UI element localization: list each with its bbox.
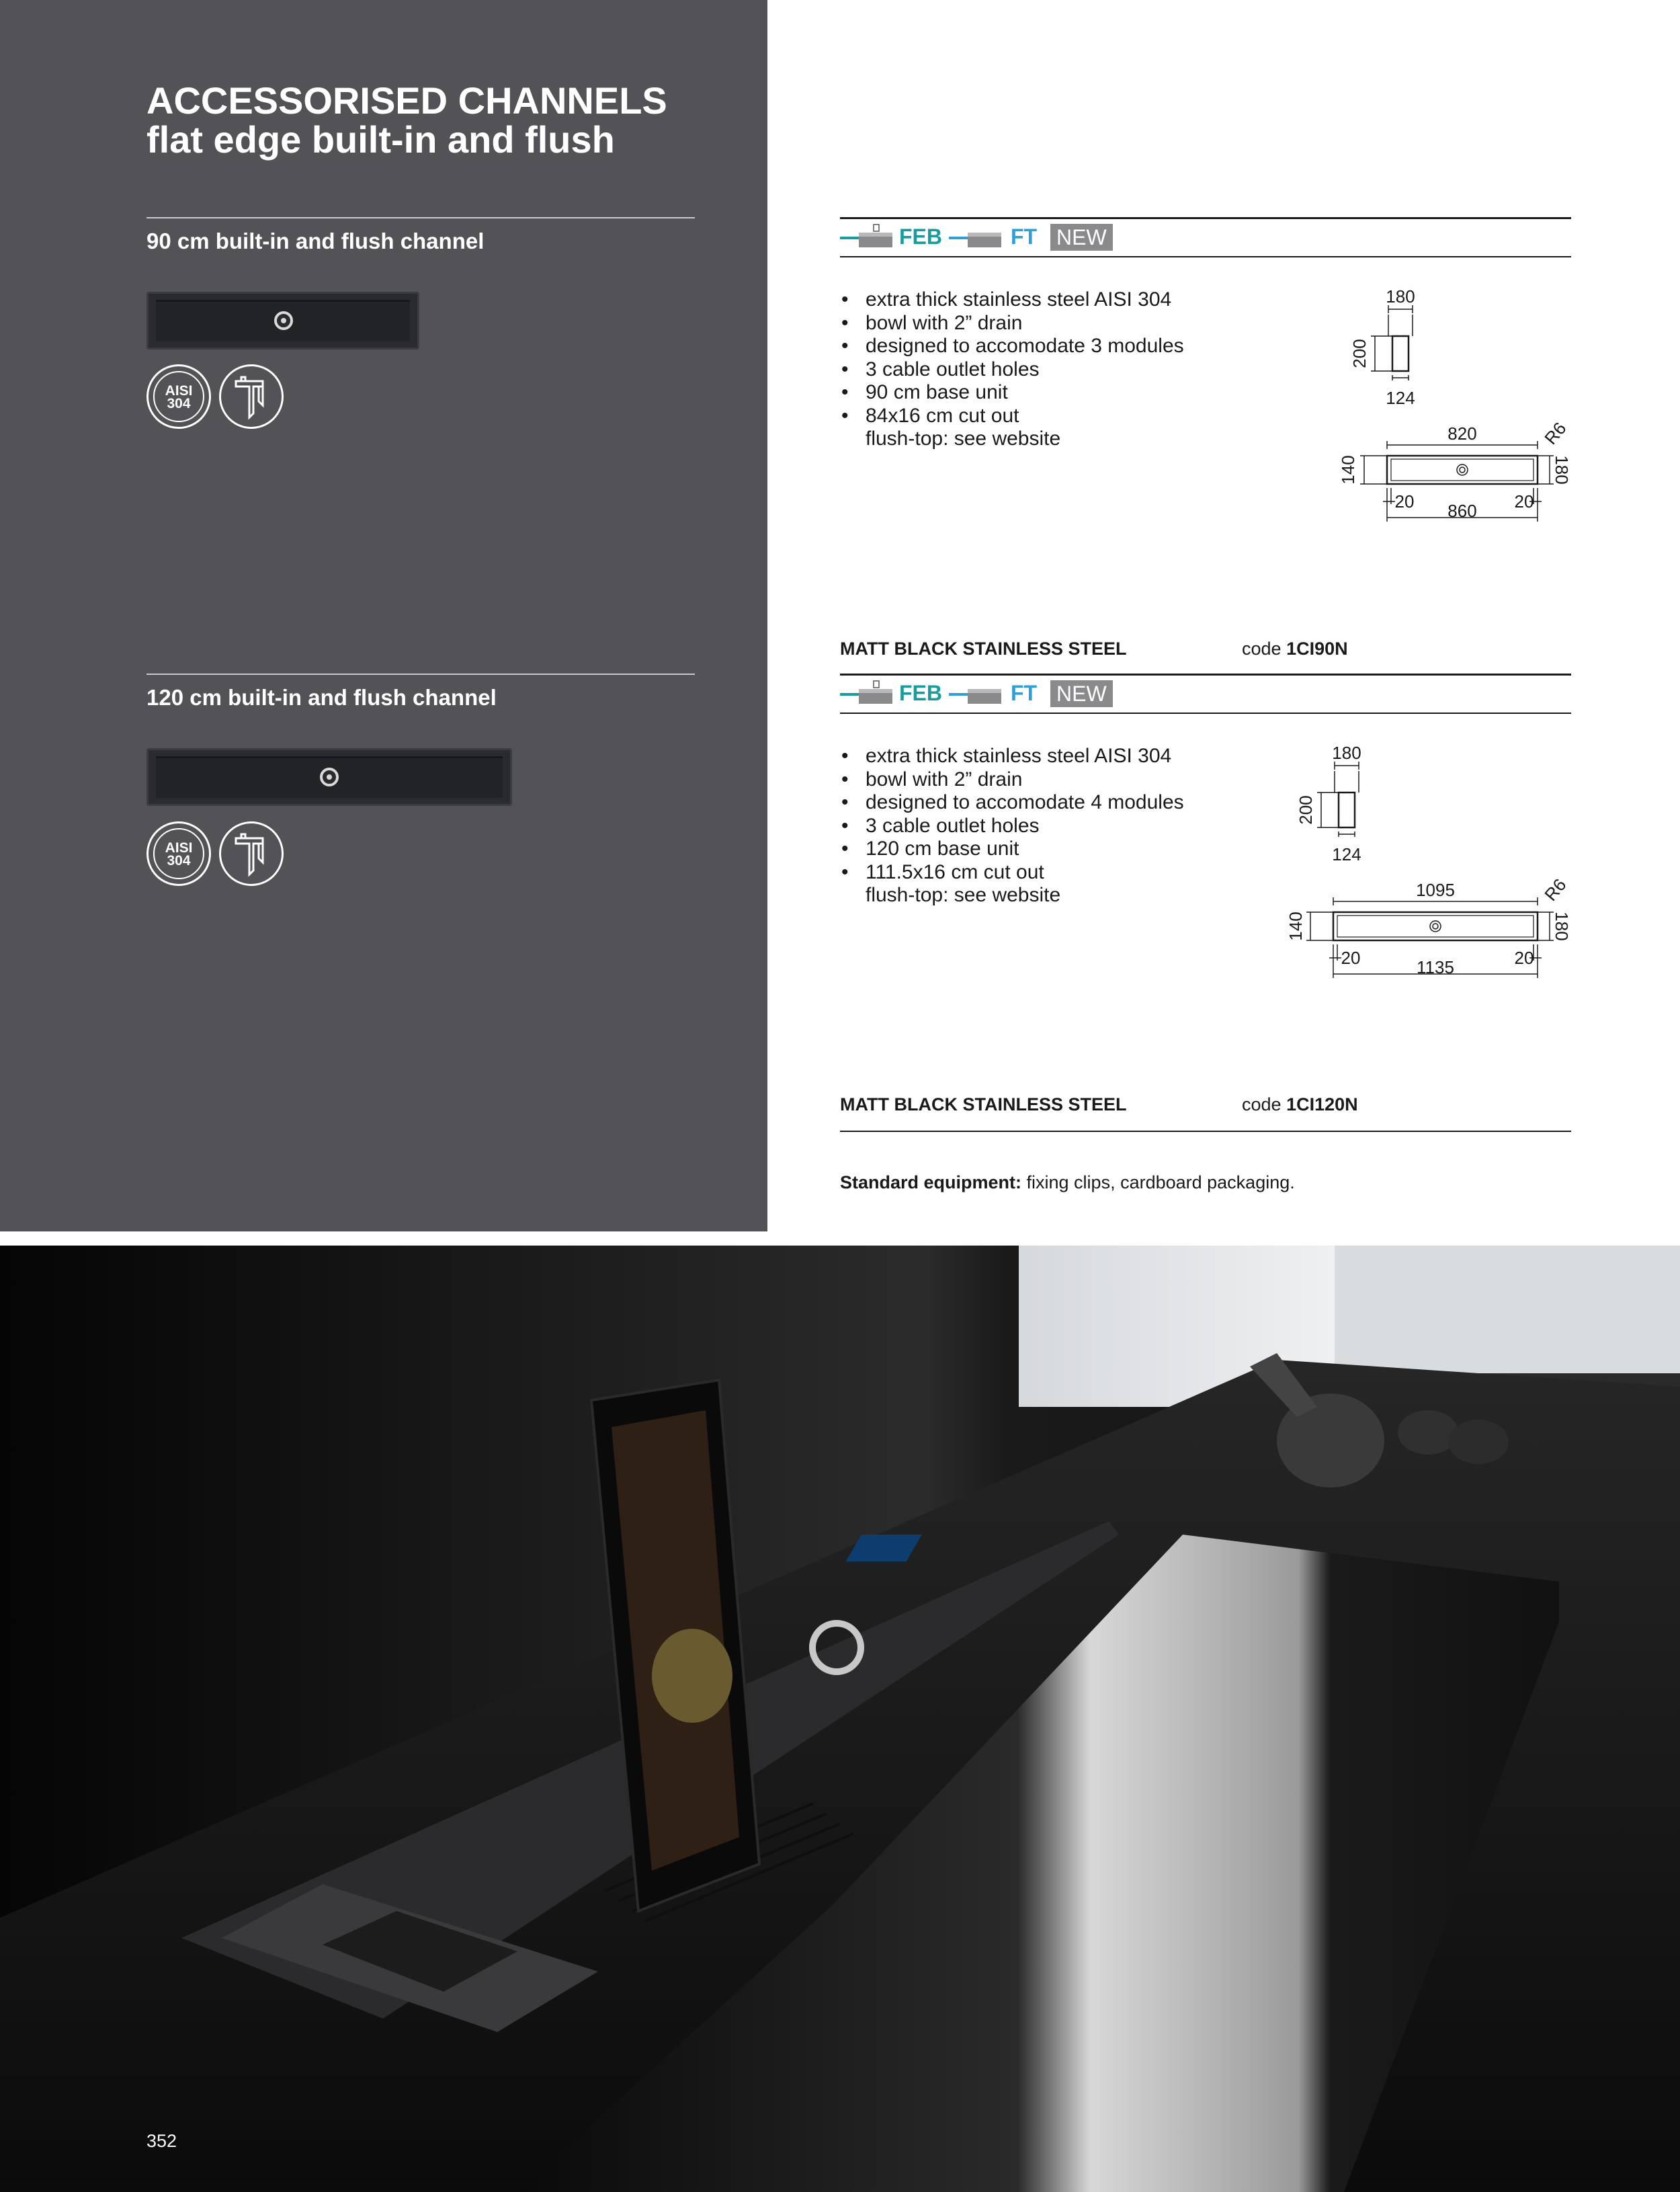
dim-depth: 140 bbox=[1285, 911, 1306, 941]
list-item: • designed to accomodate 4 modules bbox=[840, 791, 1310, 815]
dim-section-width: 180 bbox=[1332, 743, 1361, 763]
product-code-120: code 1CI120N bbox=[1242, 1094, 1358, 1114]
list-item: • bowl with 2” drain bbox=[840, 768, 1310, 792]
channel-120-image bbox=[146, 748, 512, 806]
spec-rule-bottom bbox=[840, 1131, 1571, 1132]
list-item: • designed to accomodate 3 modules bbox=[840, 335, 1310, 358]
spec-rule-top bbox=[840, 217, 1571, 219]
ft-tag: FT bbox=[1011, 225, 1038, 249]
dim-section-inner: 124 bbox=[1332, 844, 1361, 864]
finish-label-120: MATT BLACK STAINLESS STEEL bbox=[840, 1094, 1127, 1114]
dim-margin-left: 20 bbox=[1394, 491, 1415, 512]
spec-rule-top bbox=[840, 674, 1571, 676]
list-item: • extra thick stainless steel AISI 304 bbox=[840, 288, 1310, 312]
page-subtitle: flat edge built-in and flush bbox=[146, 118, 615, 161]
drain-icon bbox=[320, 768, 339, 786]
technical-drawing-90 bbox=[1331, 282, 1579, 531]
dim-section-height: 200 bbox=[1295, 795, 1316, 825]
page-title: ACCESSORISED CHANNELS bbox=[146, 79, 667, 122]
list-note: flush-top: see website bbox=[866, 884, 1061, 906]
dim-total: 860 bbox=[1447, 501, 1477, 521]
section-title-120: 120 cm built-in and flush channel bbox=[146, 685, 497, 710]
new-badge: NEW bbox=[1050, 680, 1113, 707]
product-code-90: code 1CI90N bbox=[1242, 639, 1348, 659]
list-item: • 90 cm base unit bbox=[840, 381, 1310, 405]
kitchen-photo bbox=[0, 1246, 1680, 2192]
feature-list-90 bbox=[840, 288, 1310, 451]
feature-list-120 bbox=[840, 745, 1310, 907]
feb-tag: FEB bbox=[899, 225, 942, 249]
dim-top-inner: 820 bbox=[1447, 423, 1477, 444]
dim-top-inner: 1095 bbox=[1416, 880, 1455, 900]
list-item: • 3 cable outlet holes bbox=[840, 815, 1310, 838]
section-title-90: 90 cm built-in and flush channel bbox=[146, 229, 485, 253]
left-panel bbox=[0, 0, 767, 1231]
list-note: flush-top: see website bbox=[866, 428, 1061, 450]
dim-section-width: 180 bbox=[1386, 286, 1415, 307]
spec-rule bbox=[840, 713, 1571, 714]
dim-width-right: 180 bbox=[1552, 455, 1572, 485]
aisi-304-icon: AISI 304 bbox=[146, 364, 211, 429]
dim-radius: R6 bbox=[1540, 418, 1570, 449]
dim-section-inner: 124 bbox=[1386, 388, 1415, 408]
dim-radius: R6 bbox=[1540, 875, 1570, 905]
ft-tag: FT bbox=[1011, 681, 1038, 705]
new-badge: NEW bbox=[1050, 224, 1113, 251]
channel-90-image bbox=[146, 292, 419, 350]
list-item: • 120 cm base unit bbox=[840, 838, 1310, 861]
section-divider bbox=[146, 217, 695, 218]
list-item: • bowl with 2” drain bbox=[840, 312, 1310, 335]
caliper-icon bbox=[219, 821, 284, 886]
list-item: • 3 cable outlet holes bbox=[840, 358, 1310, 382]
dim-margin-left: 20 bbox=[1341, 948, 1361, 968]
list-item: • 111.5x16 cm cut out bbox=[840, 861, 1310, 885]
caliper-icon bbox=[219, 364, 284, 429]
drain-icon bbox=[274, 311, 293, 330]
finish-label-90: MATT BLACK STAINLESS STEEL bbox=[840, 639, 1127, 659]
dim-margin-right: 20 bbox=[1514, 491, 1534, 512]
dim-depth: 140 bbox=[1337, 455, 1358, 485]
aisi-304-icon: AISI 304 bbox=[146, 821, 211, 886]
spec-rule bbox=[840, 256, 1571, 257]
technical-drawing-120 bbox=[1285, 739, 1572, 987]
dim-margin-right: 20 bbox=[1514, 948, 1534, 968]
dim-total: 1135 bbox=[1417, 957, 1454, 977]
list-item: • 84x16 cm cut out bbox=[840, 405, 1310, 428]
dim-width-right: 180 bbox=[1552, 911, 1572, 941]
standard-equipment: Standard equipment: fixing clips, cardboard packaging. bbox=[840, 1172, 1295, 1192]
list-item: • extra thick stainless steel AISI 304 bbox=[840, 745, 1310, 768]
feb-tag: FEB bbox=[899, 681, 942, 705]
dim-section-height: 200 bbox=[1349, 339, 1370, 368]
section-divider bbox=[146, 674, 695, 675]
page-number: 352 bbox=[146, 2131, 177, 2151]
